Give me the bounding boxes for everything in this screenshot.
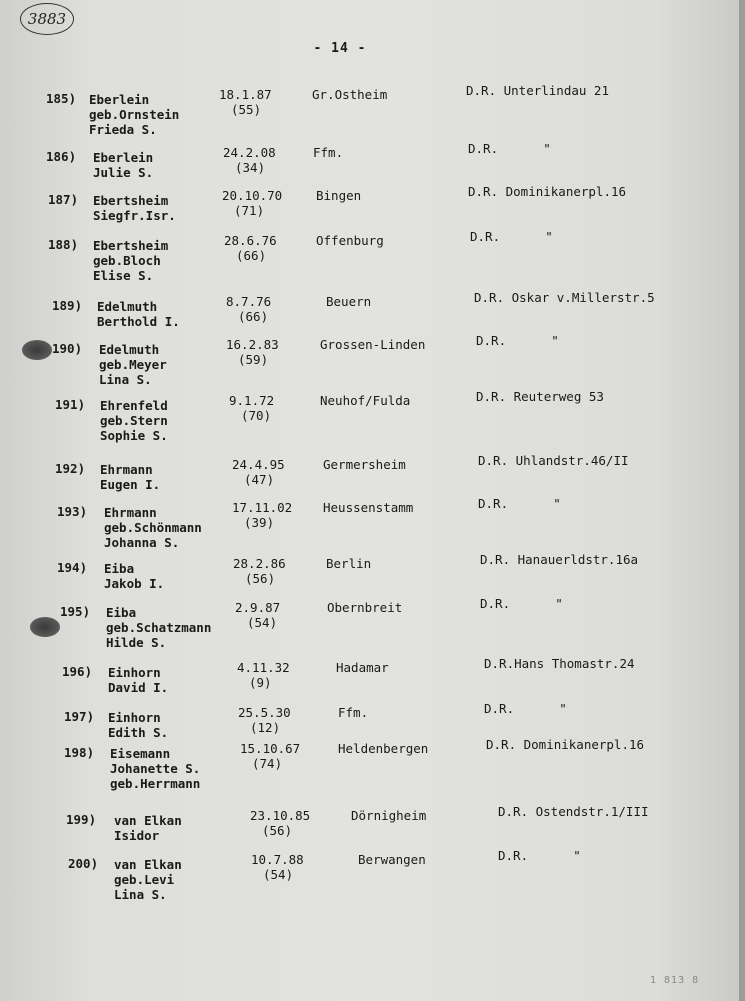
birth-date: 24.2.08	[223, 145, 276, 160]
birth-place: Dörnigheim	[351, 808, 427, 823]
birth-place: Heldenbergen	[338, 741, 429, 756]
entry-name-line: Ehrenfeld	[100, 398, 168, 413]
entry-name-line: Einhorn	[108, 665, 161, 680]
entry-name-line: Edith S.	[108, 725, 169, 740]
birth-date: 28.2.86	[233, 556, 286, 571]
entry-number: 196)	[62, 664, 93, 679]
residence: D.R. "	[480, 596, 563, 611]
entry-name-line: Johanette S.	[110, 761, 201, 776]
age: (12)	[250, 720, 281, 735]
birth-date: 20.10.70	[222, 188, 283, 203]
entry-name-line: Ebertsheim	[93, 193, 169, 208]
entry-name-line: Edelmuth	[99, 342, 160, 357]
residence: D.R. Dominikanerpl.16	[486, 737, 645, 752]
entry-number: 189)	[52, 298, 83, 313]
age: (54)	[247, 615, 278, 630]
birth-place: Germersheim	[323, 457, 406, 472]
birth-date: 25.5.30	[238, 705, 291, 720]
entry-name-line: van Elkan	[114, 857, 182, 872]
entry-name-line: Ehrmann	[100, 462, 153, 477]
birth-place: Ffm.	[313, 145, 344, 160]
birth-place: Bingen	[316, 188, 362, 203]
entry-name-line: Eisemann	[110, 746, 171, 761]
age: (71)	[234, 203, 265, 218]
residence: D.R. "	[468, 141, 551, 156]
birth-date: 2.9.87	[235, 600, 281, 615]
entry-name-line: Isidor	[114, 828, 160, 843]
entry-number: 198)	[64, 745, 95, 760]
residence: D.R. Uhlandstr.46/II	[478, 453, 629, 468]
residence: D.R. Dominikanerpl.16	[468, 184, 627, 199]
residence: D.R. "	[470, 229, 553, 244]
entry-name-line: David I.	[108, 680, 169, 695]
entry-name-line: geb.Bloch	[93, 253, 161, 268]
residence: D.R. "	[484, 701, 567, 716]
entry-number: 190)	[52, 341, 83, 356]
birth-place: Berlin	[326, 556, 372, 571]
entry-name-line: Einhorn	[108, 710, 161, 725]
entry-name-line: Ehrmann	[104, 505, 157, 520]
entry-number: 187)	[48, 192, 79, 207]
entry-number: 199)	[66, 812, 97, 827]
age: (74)	[252, 756, 283, 771]
entry-number: 195)	[60, 604, 91, 619]
archive-stamp: 3883	[20, 3, 74, 35]
birth-place: Berwangen	[358, 852, 426, 867]
punch-hole-mark	[22, 340, 52, 360]
page-number: - 14 -	[313, 41, 367, 56]
residence: D.R. Reuterweg 53	[476, 389, 604, 404]
residence: D.R. "	[498, 848, 581, 863]
entry-name-line: Sophie S.	[100, 428, 168, 443]
birth-place: Heussenstamm	[323, 500, 414, 515]
page-edge	[739, 0, 745, 1001]
residence: D.R. Unterlindau 21	[466, 83, 609, 98]
birth-date: 10.7.88	[251, 852, 304, 867]
entry-number: 186)	[46, 149, 77, 164]
entry-name-line: Eiba	[106, 605, 137, 620]
entry-name-line: geb.Schönmann	[104, 520, 202, 535]
age: (47)	[244, 472, 275, 487]
birth-date: 16.2.83	[226, 337, 279, 352]
residence: D.R.Hans Thomastr.24	[484, 656, 635, 671]
entry-name-line: Eiba	[104, 561, 135, 576]
age: (59)	[238, 352, 269, 367]
entry-name-line: Eberlein	[93, 150, 154, 165]
residence: D.R. Hanauerldstr.16a	[480, 552, 639, 567]
age: (66)	[238, 309, 269, 324]
age: (56)	[262, 823, 293, 838]
entry-name-line: Ebertsheim	[93, 238, 169, 253]
entry-number: 185)	[46, 91, 77, 106]
birth-date: 24.4.95	[232, 457, 285, 472]
residence: D.R. "	[476, 333, 559, 348]
punch-hole-mark	[30, 617, 60, 637]
birth-place: Offenburg	[316, 233, 384, 248]
entry-name-line: Lina S.	[99, 372, 152, 387]
birth-place: Gr.Ostheim	[312, 87, 388, 102]
entry-number: 197)	[64, 709, 95, 724]
birth-date: 8.7.76	[226, 294, 272, 309]
entry-name-line: geb.Schatzmann	[106, 620, 212, 635]
entry-name-line: Berthold I.	[97, 314, 180, 329]
entry-name-line: Johanna S.	[104, 535, 180, 550]
entry-name-line: Lina S.	[114, 887, 167, 902]
birth-date: 28.6.76	[224, 233, 277, 248]
entry-name-line: van Elkan	[114, 813, 182, 828]
age: (39)	[244, 515, 275, 530]
entry-name-line: geb.Meyer	[99, 357, 167, 372]
entry-name-line: Hilde S.	[106, 635, 167, 650]
entry-name-line: geb.Levi	[114, 872, 175, 887]
age: (9)	[249, 675, 272, 690]
entry-name-line: Julie S.	[93, 165, 154, 180]
entry-number: 191)	[55, 397, 86, 412]
birth-place: Beuern	[326, 294, 372, 309]
entry-number: 193)	[57, 504, 88, 519]
birth-place: Ffm.	[338, 705, 369, 720]
age: (66)	[236, 248, 267, 263]
birth-place: Grossen-Linden	[320, 337, 426, 352]
birth-date: 17.11.02	[232, 500, 293, 515]
entry-name-line: geb.Ornstein	[89, 107, 180, 122]
entry-number: 192)	[55, 461, 86, 476]
age: (56)	[245, 571, 276, 586]
entry-number: 188)	[48, 237, 79, 252]
birth-place: Hadamar	[336, 660, 389, 675]
entry-name-line: Eugen I.	[100, 477, 161, 492]
birth-date: 18.1.87	[219, 87, 272, 102]
birth-date: 9.1.72	[229, 393, 275, 408]
residence: D.R. "	[478, 496, 561, 511]
birth-date: 4.11.32	[237, 660, 290, 675]
entry-name-line: Siegfr.Isr.	[93, 208, 176, 223]
entry-name-line: Jakob I.	[104, 576, 165, 591]
entry-number: 200)	[68, 856, 99, 871]
entry-name-line: geb.Stern	[100, 413, 168, 428]
age: (70)	[241, 408, 272, 423]
entry-number: 194)	[57, 560, 88, 575]
birth-place: Neuhof/Fulda	[320, 393, 411, 408]
entry-name-line: Elise S.	[93, 268, 154, 283]
entry-name-line: Frieda S.	[89, 122, 157, 137]
entry-name-line: Eberlein	[89, 92, 150, 107]
birth-place: Obernbreit	[327, 600, 403, 615]
residence: D.R. Oskar v.Millerstr.5	[474, 290, 655, 305]
age: (34)	[235, 160, 266, 175]
birth-date: 15.10.67	[240, 741, 301, 756]
entry-name-line: geb.Herrmann	[110, 776, 201, 791]
age: (54)	[263, 867, 294, 882]
entry-name-line: Edelmuth	[97, 299, 158, 314]
footer-mark: 1 813 8	[650, 975, 700, 986]
age: (55)	[231, 102, 262, 117]
residence: D.R. Ostendstr.1/III	[498, 804, 649, 819]
birth-date: 23.10.85	[250, 808, 311, 823]
